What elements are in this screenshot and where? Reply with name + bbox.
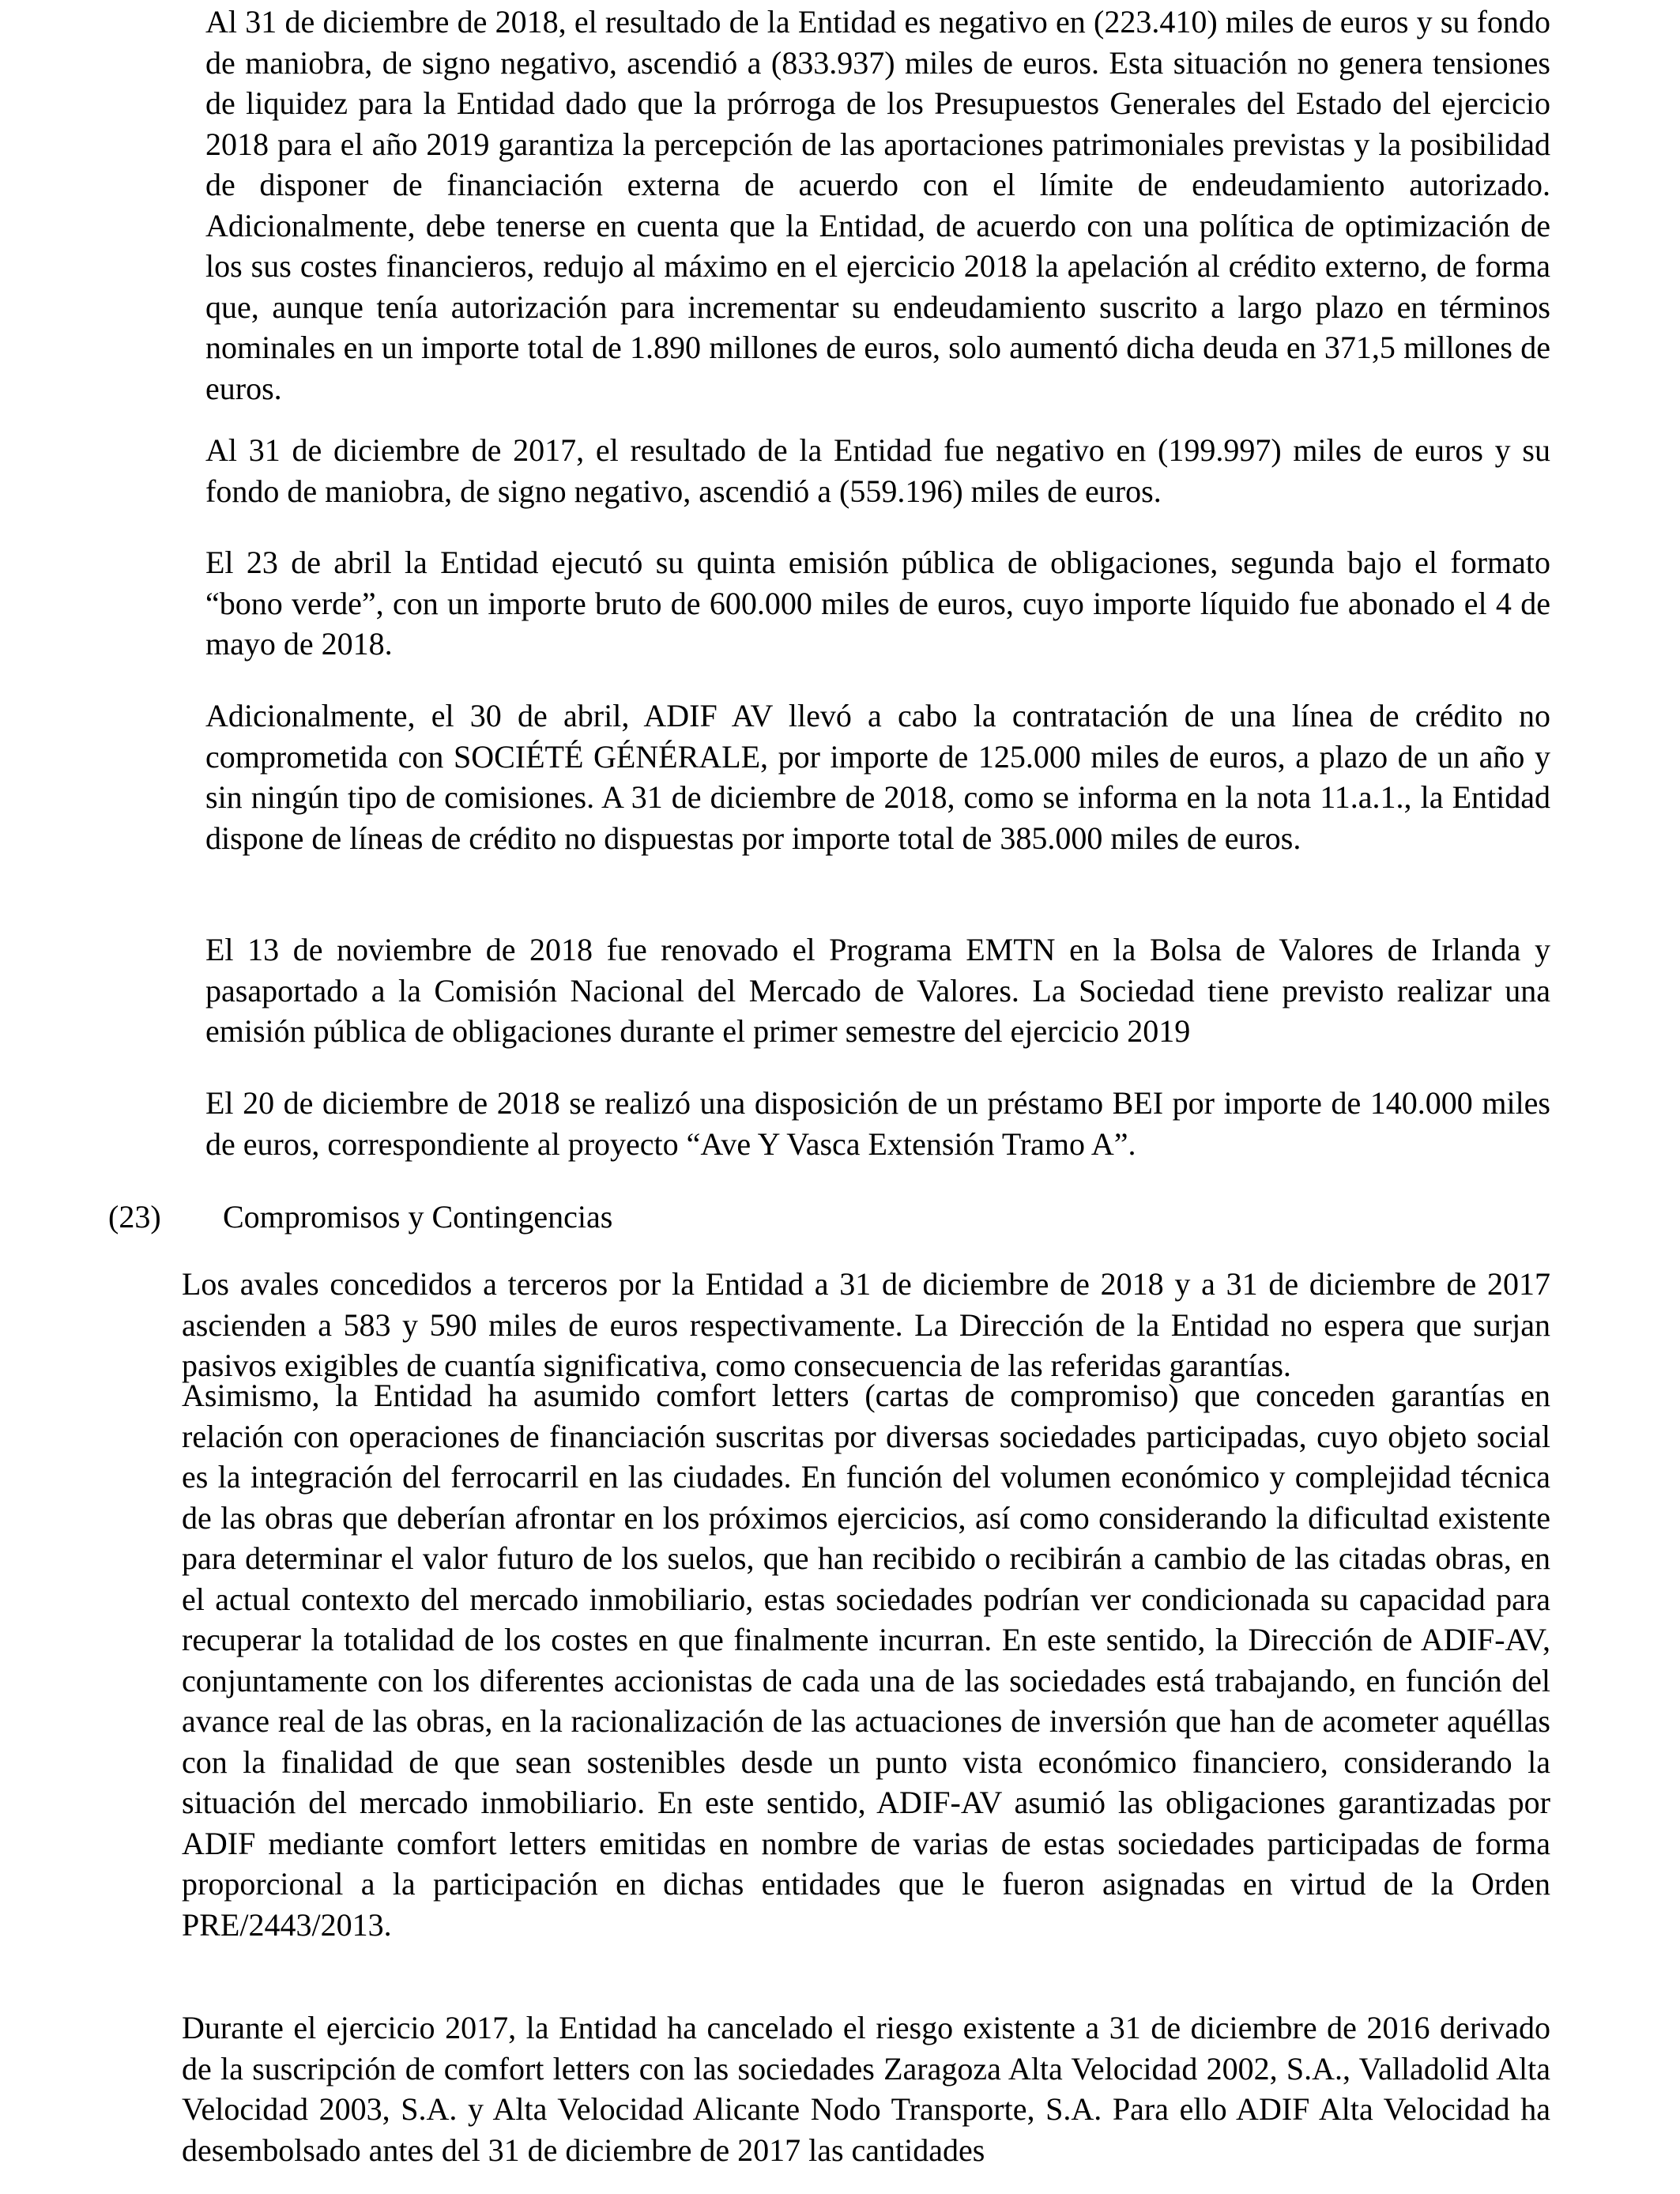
paragraph-risk-cancellation: Durante el ejercicio 2017, la Entidad ha cancelado el riesgo existente a 31 de diciembre de 2016 derivado de la suscripción de comfort letters con las sociedades Zaragoza Alta Velocidad 2002, S.A., Valladolid Alta Velocidad 2003, S.A. y Alta Velocidad Alicante Nodo Transporte, S.A. Para ello ADIF Alta Velocidad ha desembolsado antes del 31 de diciembre de 2017 las cantidades (182, 2010, 1550, 2168)
paragraph-credit-line: Adicionalmente, el 30 de abril, ADIF AV llevó a cabo la contratación de una línea de crédito no comprometida con SOCIÉTÉ GÉNÉRALE, por importe de 125.000 miles de euros, a plazo de un año y sin ningún tipo de comisiones. A 31 de diciembre de 2018, como se informa en la nota 11.a.1., la Entidad dispone de líneas de crédito no dispuestas por importe total de 385.000 miles de euros. (205, 698, 1550, 856)
section-number: (23) (108, 1199, 161, 1235)
section-title: Compromisos y Contingencias (223, 1199, 613, 1235)
paragraph-comfort-letters: Asimismo, la Entidad ha asumido comfort letters (cartas de compromiso) que conceden garantías en relación con operaciones de financiación suscritas por diversas sociedades participadas, cuyo objeto social es la integración del ferrocarril en las ciudades. En función del volumen económico y complejidad técnica de las obras que deberían afrontar en los próximos ejercicios, así como considerando la dificultad existente para determinar el valor futuro de los suelos, que han recibido o recibirán a cambio de las citadas obras, en el actual contexto del mercado inmobiliario, estas sociedades podrían ver condicionada su capacidad para recuperar la totalidad de los costes en que finalmente incurran. En este sentido, la Dirección de ADIF-AV, conjuntamente con los diferentes accionistas de cada una de las sociedades está trabajando, en función del avance real de las obras, en la racionalización de las actuaciones de inversión que han de acometer aquéllas con la finalidad de que sean sostenibles desde un punto vista económico financiero, considerando la situación del mercado inmobiliario. En este sentido, ADIF-AV asumió las obligaciones garantizadas por ADIF mediante comfort letters emitidas en nombre de varias de estas sociedades participadas de forma proporcional a la participación en dichas entidades que le fueron asignadas en virtud de la Orden PRE/2443/2013. (182, 1378, 1550, 1943)
paragraph-bei-loan: El 20 de diciembre de 2018 se realizó una disposición de un préstamo BEI por importe de 140.000 miles de euros, correspondiente al proyecto “Ave Y Vasca Extensión Tramo A”. (205, 1085, 1550, 1162)
paragraph-guarantees: Los avales concedidos a terceros por la Entidad a 31 de diciembre de 2018 y a 31 de diciembre de 2017 ascienden a 583 y 590 miles de euros respectivamente. La Dirección de la Entidad no espera que surjan pasivos exigibles de cuantía significativa, como consecuencia de las referidas garantías. (182, 1266, 1550, 1383)
paragraph-bond-issue: El 23 de abril la Entidad ejecutó su quinta emisión pública de obligaciones, segunda bajo el formato “bono verde”, con un importe bruto de 600.000 miles de euros, cuyo importe líquido fue abonado el 4 de mayo de 2018. (205, 545, 1550, 662)
paragraph-results-2017: Al 31 de diciembre de 2017, el resultado de la Entidad fue negativo en (199.997) miles de euros y su fondo de maniobra, de signo negativo, ascendió a (559.196) miles de euros. (205, 432, 1550, 509)
paragraph-emtn-program: El 13 de noviembre de 2018 fue renovado el Programa EMTN en la Bolsa de Valores de Irlanda y pasaportado a la Comisión Nacional del Mercado de Valores. La Sociedad tiene previsto realizar una emisión pública de obligaciones durante el primer semestre del ejercicio 2019 (205, 932, 1550, 1049)
paragraph-results-2018: Al 31 de diciembre de 2018, el resultado de la Entidad es negativo en (223.410) miles de euros y su fondo de maniobra, de signo negativo, ascendió a (833.937) miles de euros. Esta situación no genera tensiones de liquidez para la Entidad dado que la prórroga de los Presupuestos Generales del Estado del ejercicio 2018 para el año 2019 garantiza la percepción de las aportaciones patrimoniales previstas y la posibilidad de disponer de financiación externa de acuerdo con el límite de endeudamiento autorizado. Adicionalmente, debe tenerse en cuenta que la Entidad, de acuerdo con una política de optimización de los sus costes financieros, redujo al máximo en el ejercicio 2018 la apelación al crédito externo, de forma que, aunque tenía autorización para incrementar su endeudamiento suscrito a largo plazo en términos nominales en un importe total de 1.890 millones de euros, solo aumentó dicha deuda en 371,5 millones de euros. (205, 4, 1550, 406)
